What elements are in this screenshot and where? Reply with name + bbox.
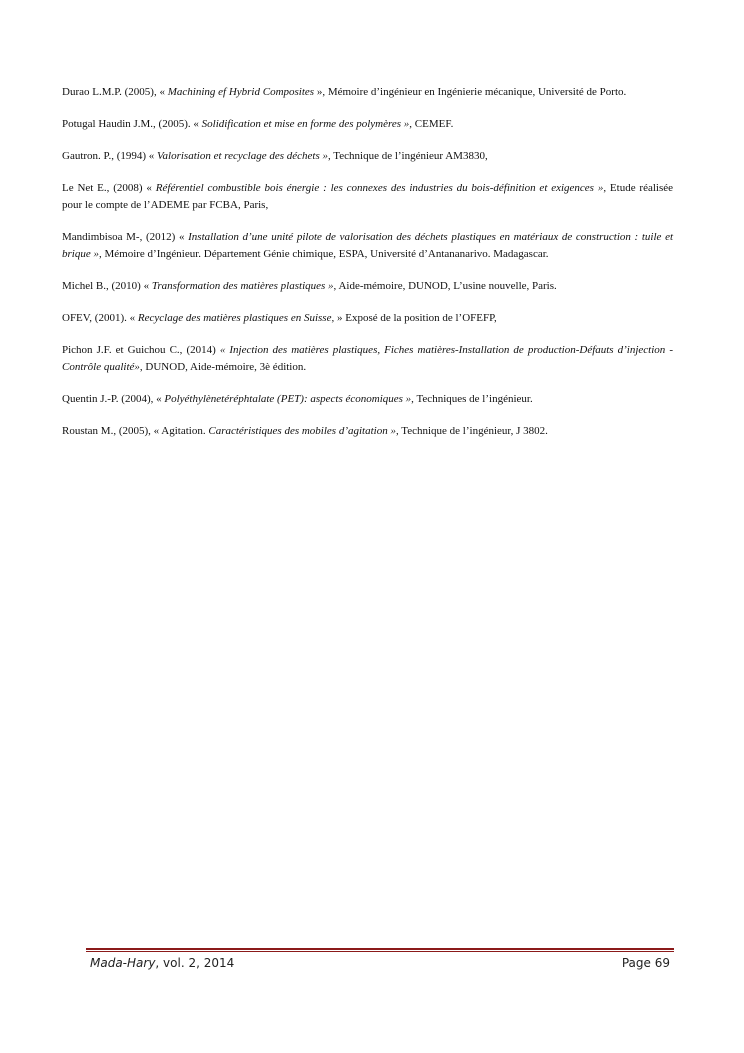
reference-entry: Mandimbisoa M-, (2012) « Installation d’une unité pilote de valorisation des déchets plastiques en matériaux de construction : tuile et brique », Mémoire d’Ingénieur. Département Génie chimique, ESPA, Université d’Antananarivo. Madagascar. xyxy=(62,231,674,260)
page-number: Page 69 xyxy=(621,956,670,970)
reference-entry: Roustan M., (2005), « Agitation. Caractéristiques des mobiles d’agitation », Technique de l’ingénieur, J 3802. xyxy=(62,425,548,437)
reference-entry: Gautron. P., (1994) « Valorisation et recyclage des déchets », Technique de l’ingénieur AM3830, xyxy=(62,150,488,162)
footer-journal-citation xyxy=(90,954,234,972)
journal-name: Mada-Hary xyxy=(90,956,156,970)
reference-entry: Michel B., (2010) « Transformation des matières plastiques », Aide-mémoire, DUNOD, L’usine nouvelle, Paris. xyxy=(62,280,557,292)
reference-entry: OFEV, (2001). « Recyclage des matières plastiques en Suisse, » Exposé de la position de l’OFEFP, xyxy=(62,312,497,324)
reference-entry: Le Net E., (2008) « Référentiel combustible bois énergie : les connexes des industries du bois-définition et exigences », Etude réalisée pour le compte de l’ADEME par FCBA, Paris, xyxy=(62,182,674,211)
reference-entry: Durao L.M.P. (2005), « Machining ef Hybrid Composites », Mémoire d’ingénieur en Ingénierie mécanique, Université de Porto. xyxy=(62,86,627,98)
reference-entry: Quentin J.-P. (2004), « Polyéthylènetéréphtalate (PET): aspects économiques », Techniques de l’ingénieur. xyxy=(62,393,533,405)
page-footer xyxy=(90,954,670,972)
footer-divider xyxy=(86,948,674,952)
journal-volume: , vol. 2, 2014 xyxy=(155,956,235,970)
reference-entry: Pichon J.F. et Guichou C., (2014) « Injection des matières plastiques, Fiches matières-Installation de production-Défauts d’injection - Contrôle qualité», DUNOD, Aide-mémoire, 3è édition. xyxy=(62,344,673,373)
reference-entry: Potugal Haudin J.M., (2005). « Solidification et mise en forme des polymères », CEMEF. xyxy=(62,118,454,130)
reference-list xyxy=(62,84,673,455)
